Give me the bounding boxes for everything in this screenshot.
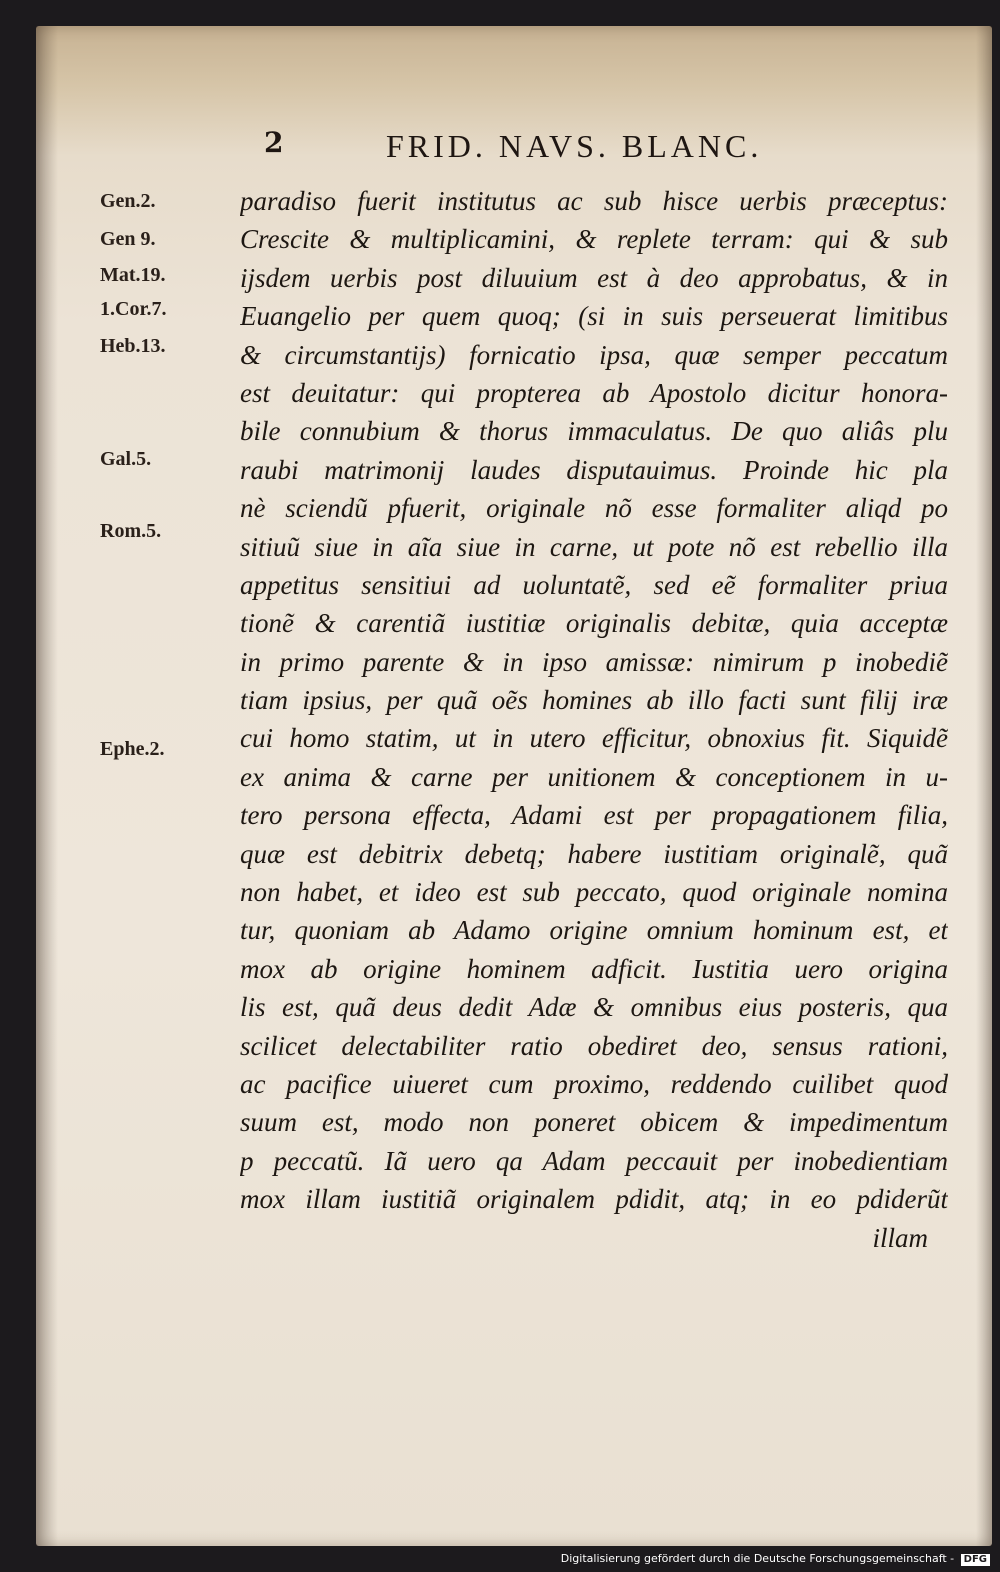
text-line: lis est, quã deus dedit Adæ & omnibus eius posteris, qua bbox=[240, 992, 948, 1023]
text-line: in primo parente & in ipso amissæ: nimirum p inobediẽ bbox=[240, 646, 948, 677]
text-line: & circumstantijs) fornicatio ipsa, quæ semper peccatum bbox=[240, 339, 948, 370]
text-line: paradiso fuerit institutus ac sub hisce uerbis præceptus: bbox=[240, 186, 948, 216]
running-head: FRID. NAVS. BLANC. bbox=[386, 128, 763, 164]
margin-note: Heb.13. bbox=[100, 335, 166, 357]
margin-note: 1.Cor.7. bbox=[100, 298, 167, 320]
text-line: tionẽ & carentiã iustitiæ originalis debitæ, quia acceptæ bbox=[240, 608, 948, 639]
body-text bbox=[240, 186, 948, 1261]
text-line: appetitus sensitiui ad uoluntatẽ, sed eẽ formaliter priua bbox=[240, 569, 948, 600]
text-line: raubi matrimonij laudes disputauimus. Proinde hic pla bbox=[240, 454, 948, 485]
text-line: tiam ipsius, per quã oẽs homines ab illo facti sunt filij iræ bbox=[240, 685, 948, 716]
text-line: ex anima & carne per unitionem & conceptionem in u- bbox=[240, 761, 948, 792]
text-line: bile connubium & thorus immaculatus. De quo aliâs plu bbox=[240, 416, 948, 447]
text-line: Euangelio per quem quoq; (si in suis perseuerat limitibus bbox=[240, 301, 948, 332]
text-line: p peccatũ. Iã uero qa Adam peccauit per inobedientiam bbox=[240, 1145, 948, 1176]
page-header bbox=[264, 126, 804, 174]
margin-note: Gal.5. bbox=[100, 448, 152, 470]
text-line: ac pacifice uiueret cum proximo, reddendo cuilibet quod bbox=[240, 1068, 948, 1099]
margin-note: Gen 9. bbox=[100, 228, 156, 250]
text-line: cui homo statim, ut in utero efficitur, obnoxius fit. Siquidẽ bbox=[240, 723, 948, 754]
text-line: Crescite & multiplicamini, & replete terram: qui & sub bbox=[240, 224, 948, 255]
margin-note: Ephe.2. bbox=[100, 738, 165, 760]
text-line: scilicet delectabiliter ratio obediret deo, sensus rationi, bbox=[240, 1030, 948, 1061]
dfg-logo: DFG bbox=[961, 1554, 990, 1566]
text-line: ijsdem uerbis post diluuium est à deo approbatus, & in bbox=[240, 262, 948, 293]
text-line: quæ est debitrix debetq; habere iustitiam originalẽ, quã bbox=[240, 838, 948, 869]
text-line: non habet, et ideo est sub peccato, quod originale nomina bbox=[240, 877, 948, 908]
text-line: sitiuũ siue in aĩa siue in carne, ut pote nõ est rebellio illa bbox=[240, 531, 948, 562]
margin-note: Mat.19. bbox=[100, 264, 166, 286]
page-number: 2 bbox=[264, 126, 284, 159]
digitization-credit bbox=[561, 1552, 990, 1566]
text-line: mox illam iustitiã originalem pdidit, atq; in eo pdiderũt bbox=[240, 1184, 948, 1215]
catchword: illam bbox=[872, 1222, 928, 1253]
margin-note: Rom.5. bbox=[100, 520, 162, 542]
text-line: tero persona effecta, Adami est per propagationem filia, bbox=[240, 800, 948, 831]
text-line: nè sciendũ pfuerit, originale nõ esse formaliter aliqd po bbox=[240, 493, 948, 524]
margin-notes bbox=[100, 190, 220, 770]
margin-note: Gen.2. bbox=[100, 190, 156, 212]
text-line: mox ab origine hominem adficit. Iustitia uero origina bbox=[240, 953, 948, 984]
text-line: tur, quoniam ab Adamo origine omnium hominum est, et bbox=[240, 915, 948, 946]
credit-text: Digitalisierung gefördert durch die Deutsche Forschungsgemeinschaft - bbox=[560, 1552, 955, 1565]
text-line: est deuitatur: qui propterea ab Apostolo dicitur honora- bbox=[240, 377, 948, 408]
text-line: suum est, modo non poneret obicem & impedimentum bbox=[240, 1107, 948, 1138]
